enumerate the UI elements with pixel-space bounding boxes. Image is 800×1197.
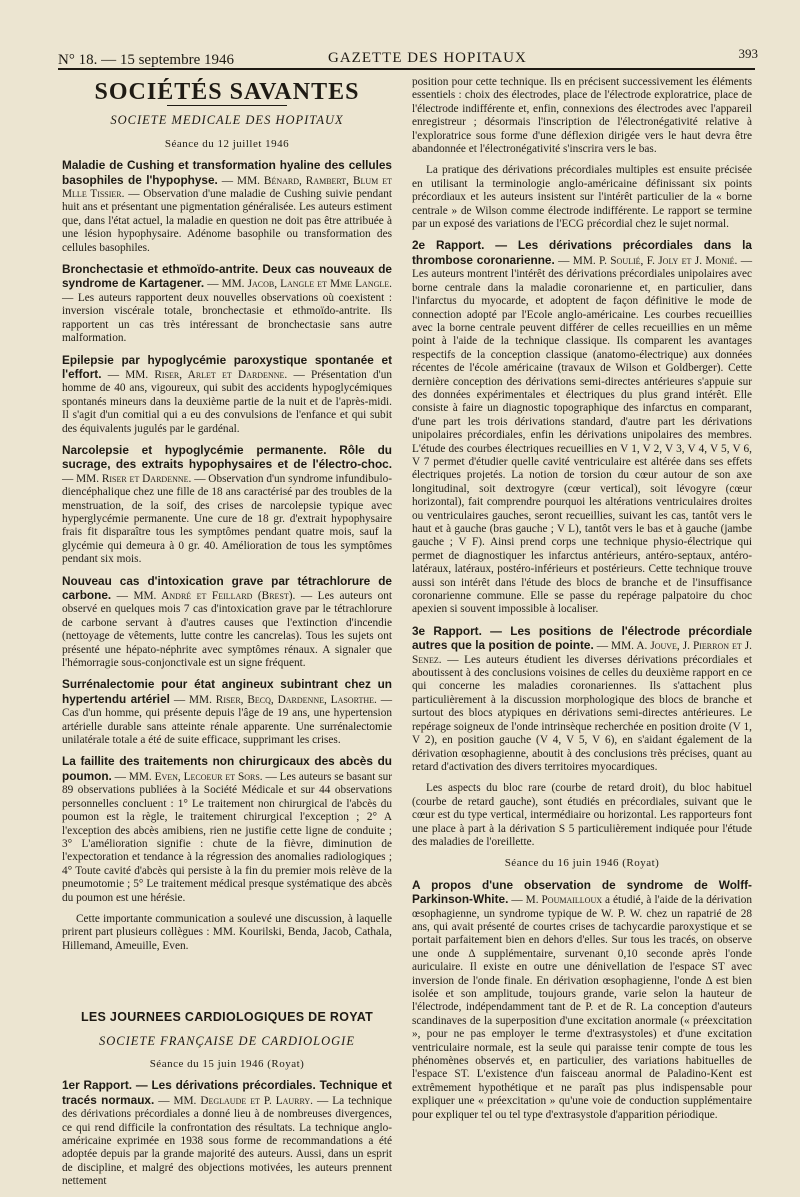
rapport-title: A propos d'une observation de syndrome de Wolff-Parkinson-White. [412, 877, 752, 907]
society-heading: SOCIETE FRANÇAISE DE CARDIOLOGIE [99, 1033, 355, 1048]
issue-line: N° 18. — 15 septembre 1946 [58, 52, 234, 68]
title-rule [167, 105, 287, 106]
article-authors: — MM. Bénard, Rambert, Blum et Mlle Tissier. [62, 174, 392, 201]
article-title: Bronchectasie et ethmoïdo-antrite. Deux cas nouveaux de syndrome de Kartagener. [62, 262, 392, 291]
article-body: — Les auteurs se basant sur 89 observations publiées à la Société Médicale et sur 44 observations personnelles concluent : 1° Le traitement non chirurgical de l'abcès du poumon est la règle, le traitement chirurgical l'exception ; 2° A l'exception des abcès amibiens, rien ne justifie cette ligne de conduite ; 3° L'amélioration signifie : chute de la fièvre, diminution de l'expectoration et tendance à la régression des anomalies radiologiques ; 4° Toute cavité d'abcès qui persiste à la fin du premier mois relève de la pneumotomie ; 5° Le traitement médical presque systématique des abcès du poumon est une hérésie. [62, 770, 393, 904]
rapport-authors: — MM. Deglaude et P. Laurry. [158, 1094, 314, 1107]
rapport-body: — La technique des dérivations précordiales a donné lieu à de nombreuses divergences, ce qui rend difficile la confrontation des résultats. La technique anglo-américaine exprimée en 1938 sous forme de recommandations a été adoptée depuis par la grande majorité des auteurs. Aussi, dans un esprit de discipline, et malgré des objections motivées, les auteurs prennent nettement [62, 1094, 392, 1188]
rapport-title: 3e Rapport. — Les positions de l'électrode précordiale autres que la position de pointe. [412, 623, 752, 653]
seance-heading: Séance du 12 juillet 1946 [164, 137, 290, 150]
seance-heading: Séance du 15 juin 1946 (Royat) [149, 1057, 305, 1070]
article-title: Maladie de Cushing et transformation hyaline des cellules basophiles de l'hypophyse. [62, 158, 392, 187]
article-title: Narcolepsie et hypoglycémie permanente. Rôle du sucrage, des extraits hypophysaires et de l'électro-choc. [62, 442, 392, 472]
rapport-title: 2e Rapport. — Les dérivations précordiales dans la thrombose coronarienne. [412, 238, 752, 267]
rapport-entry [62, 1079, 392, 1188]
article-entry [62, 354, 392, 436]
article-authors: — MM. Even, Lecoeur et Sors. [114, 770, 263, 783]
discussion-note: Cette importante communication a soulevé une discussion, à laquelle prirent part plusieurs collègues : MM. Kourilski, Benda, Jacob, Cathala, Hillemand, Ameuille, Even. [62, 912, 392, 952]
rapport-body: — Les auteurs étudient les diverses dérivations précordiales et aboutissent à des conclusions voisines de celles du deuxième rapport en ce qui concerne les maladies coronariennes. Ils s'attachent plus particulièrement à la discussion morphologique des blocs de branche et surtout des blocs atypiques en dérivations semi-directes antérieures. Le repérage soigneux de l'onde intrinsèque recherchée en position droite (V 1, V 2), en position gauche (V 4, V 5, V 6), en s'aidant également de la dérivation œsophagienne, aboutit à des conclusions très précises, quant au retard d'activation des divers territoires myocardiques. [412, 653, 752, 773]
article-body: — Les auteurs rapportent deux nouvelles observations où coexistent : inversion viscérale totale, bronchectasie et ethmoïdo-antrite. Ils rapportent un cas très intéressant de bronchectasie sans autre malformation. [62, 291, 392, 345]
rapport-entry [412, 239, 752, 616]
article-body: — Les auteurs ont observé en quelques mois 7 cas d'intoxication grave par le tétrachlorure de carbone servant à d'autres causes que l'extinction d'incendie (nettoyage de vêtements, lutte contre les cancrelas). Tous les sujets ont présenté une hépato-néphrite avec symptômes rénaux. A signaler que l'hémorragie sous-conjonctivale est un signe fréquent. [62, 590, 393, 670]
article-body: — Observation d'un syndrome infundibulo-diencéphalique chez une fille de 18 ans caractérisé par des troubles de la menstruation, de la soif, des crises de narcolepsie typique avec hyperglycémie permanente. Une cure de 18 gr. d'extrait hypophysaire frais fit disparaître tous les symptômes pendant quatre mois, sauf la glycémie qui demeura à 0 gr. 40. Amélioration de tous les symptômes pendant six mois. [62, 472, 393, 566]
section-title: SOCIÉTÉS SAVANTES [94, 79, 360, 105]
article-entry [62, 678, 392, 747]
article-entry [62, 755, 392, 904]
article-entry [62, 159, 392, 255]
article-body: — Présentation d'un homme de 40 ans, vigoureux, qui subit des accidents hypoglycémiques spontanés mineurs dans la deuxième partie de la nuit et de l'après-midi. Il s'agit d'un comitial qui a eu des convulsions de l'enfance et qui subit des équivalents jugulés par le gardénal. [62, 368, 392, 435]
seance-heading: Séance du 16 juin 1946 (Royat) [504, 857, 660, 870]
article-entry [62, 263, 392, 345]
article-body: — Cas d'un homme, qui présente depuis l'âge de 19 ans, une hypertension artérielle durable sans atteinte rénale apparente. Une surrénalectomie unilatérale totale a été de suite efficace, supprimant les crises. [62, 693, 393, 747]
continued-paragraph: Les aspects du bloc rare (courbe de retard droit), du bloc habituel (courbe de retard gauche), sont étudiés en précordiales, suivant que le cœur est du type vertical, intermédiaire ou horizontal. Les rapporteurs font une place à part à la dérivation S 5 particulièrement indiquée pour l'étude des maladies de l'oreillette. [412, 782, 752, 848]
rapport-authors: — MM. A. Jouve, J. Pierron et J. Senez. [412, 640, 753, 666]
article-authors: — MM. Riser, Arlet et Dardenne. [107, 368, 288, 381]
rapport-body: — Les auteurs montrent l'intérêt des dérivations précordiales unipolaires avec borne centrale dans la maladie coronarienne et, en particulier, dans l'infarctus du myocarde, et adoptent de façon définitive le mode de connection adopté par l'Ecole anglo-américaine. Les courbes recueillies avec la borne centrale peuvent différer de celles recueillies en un même point à l'aide de la technique classique. Ils comparent les avantages respectifs de la conception classique (anatomo-électrique) aux données récentes de l'école américaine (travaux de Wilson et Goldberger). Cette dernière conception des dérivations semi-directes antérieures s'appuie sur des données expérimentales et électriques du plus grand intérêt. Elle consiste à faire un diagnostic topographique des infarctus en comparant, d'une part les trois dérivations standard, d'autre part les dérivations unipolaires précordiales, enfin les dérivations unipolaires des membres. L'étude des courbes électriques recueillies en V 1, V 2, V 3, V 4, V 5, V 6, V 7 permet d'étudier quelle cavité ventriculaire est altérée dans ses effets électriques projetés. La notion de torsion du cœur autour de son axe longitudinal, soit dextrogyre (cœur vertical), soit lévogyre (cœur horizontal), fait comprendre pourquoi les altérations ventriculaires droites ou ventriculaires gauches, seront recueillies, suivant les cas, tantôt vers le haut et à gauche (bras gauche ; V L), tantôt vers le bas et à gauche (jambe gauche ; V F). Ainsi prend corps une technique physio-électrique qui permet de diagnostiquer les infarctus antérieurs, antéro-septaux, antéro-latéraux, latéraux, postéro-inférieurs et postérieurs. Cette technique trouve aussi son intérêt dans l'étude des blocs de branche et de l'insuffisance coronarienne commune. Elle se passe du repérage palpatoire du choc apexien si souvent impossible à localiser. [412, 254, 753, 616]
article-authors: — MM. Riser, Becq, Dardenne, Lasorthe. [173, 693, 377, 706]
article-title: Epilepsie par hypoglycémie paroxystique spontanée et l'effort. [62, 352, 392, 381]
rapport-entry [412, 625, 752, 774]
article-title: La faillite des traitements non chirurgicaux des abcès du poumon. [62, 754, 392, 783]
header-rule [58, 68, 755, 70]
right-column [412, 76, 752, 1130]
journal-title: GAZETTE DES HOPITAUX [328, 50, 527, 66]
article-authors: — MM. André et Feillard (Brest). [116, 590, 296, 602]
rapport-body: a étudié, à l'aide de la dérivation œsophagienne, un syndrome typique de W. P. W. chez un rapatrié de 28 ans, qui avait présenté de courtes crises de tachycardie paroxystique et se portait parfaitement bien en dehors d'elles. Sur tous les tracés, on observe une onde Δ supplémentaire, survenant 0,10 seconde après l'onde auriculaire. Il existe en outre une dénivellation de l'espace ST avec inversion de l'onde finale. En dérivation œsophagienne, l'onde Δ est bien isolée et son amplitude, toujours grande, varie selon la hauteur de l'électrode, indépendamment tant de P. et de R. La conception d'auteurs scandinaves de la superposition d'une excitation anormale (« préexcitation », pour ne pas employer le terme d'extrasystoles) et d'une excitation ventriculaire normale, est la seule qui paraisse tenir compte de tous les phénomènes observés et, en particulier, des variations habituelles de l'espace ST. L'existence d'un faisceau anormal de Paladino-Kent est extrêmement hypothétique et ne paraît pas plus indispensable pour expliquer une « préexcitation » qu'une voie de conduction supplémentaire pour expliquer tel ou tel type d'extrasystole d'apparition périodique. [412, 894, 753, 1121]
continued-paragraph: La pratique des dérivations précordiales multiples est ensuite précisée en utilisant la terminologie anglo-américaine définissant six points précordiaux et les auteurs insistent sur l'intérêt particulier de la « borne centrale » de Wilson comme électrode indifférente. Le rapport se termine par un exposé des variations de l'ECG précordial chez le sujet normal. [412, 164, 752, 231]
article-entry [62, 575, 392, 671]
article-title: Nouveau cas d'intoxication grave par tétrachlorure de carbone. [62, 573, 392, 602]
rapport-entry [412, 879, 752, 1122]
page-number: 393 [738, 46, 758, 61]
conference-title: LES JOURNEES CARDIOLOGIQUES DE ROYAT [80, 1010, 374, 1025]
rapport-authors: — M. Poumailloux [511, 894, 603, 907]
article-authors: — MM. Riser et Dardenne. [62, 472, 192, 485]
article-authors: — MM. Jacob, Langle et Mme Langle. [207, 278, 392, 291]
society-heading: SOCIETE MEDICALE DES HOPITAUX [110, 113, 344, 128]
rapport-authors: — MM. P. Soulié, F. Joly et J. Monié. [558, 254, 738, 267]
rapport-title: 1er Rapport. — Les dérivations précordiales. Technique et tracés normaux. [62, 1078, 392, 1107]
article-entry [62, 444, 392, 567]
article-title: Surrénalectomie pour état angineux subintrant chez un hypertendu artériel [62, 677, 392, 706]
continued-paragraph: position pour cette technique. Ils en précisent successivement les éléments essentiels : choix des électrodes, place de l'électrode exploratrice, place de l'électrode indifférente et, enfin, connexions des électrodes avec l'appareil enregistreur ; désormais l'inscription de l'électronégativité relative à l'exploratrice sous forme d'une déflexion dirigée vers le haut devra être abandonnée et l'électronégativité s'inscrira vers le bas. [412, 76, 752, 156]
article-body: — Observation d'une maladie de Cushing suivie pendant huit ans et présentant une pigmentation généralisée. Les auteurs estiment que, dans l'état actuel, la maladie en question ne doit pas être attribuée à une lésion hypophysaire. Adénome basophile ou transformation des cellules basophiles. [62, 188, 392, 254]
left-column [62, 76, 392, 1197]
